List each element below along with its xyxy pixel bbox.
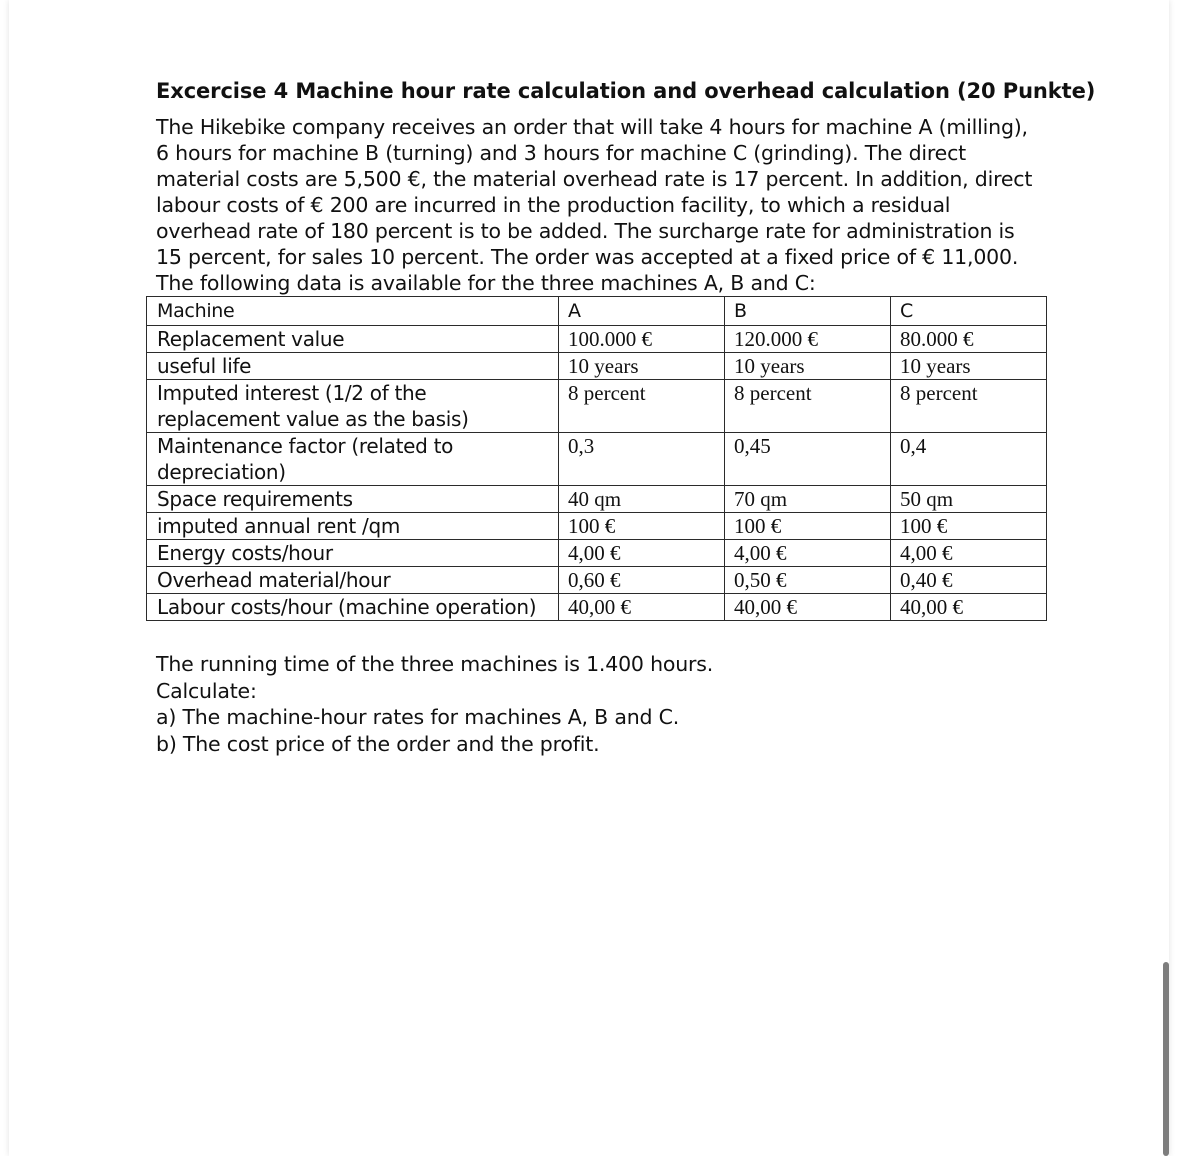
row-label: Space requirements xyxy=(147,486,559,513)
task-section xyxy=(156,651,1046,757)
cell-b: 70 qm xyxy=(725,486,891,513)
cell-c: 0,4 xyxy=(891,433,1047,486)
header-cell-c: C xyxy=(891,297,1047,326)
cell-c: 4,00 € xyxy=(891,540,1047,567)
cell-c: 10 years xyxy=(891,353,1047,380)
table-row xyxy=(147,380,1047,433)
header-label-cell: Machine xyxy=(147,297,559,326)
cell-b: 100 € xyxy=(725,513,891,540)
table-row xyxy=(147,540,1047,567)
cell-c: 8 percent xyxy=(891,380,1047,433)
row-label: useful life xyxy=(147,353,559,380)
cell-a: 100 € xyxy=(559,513,725,540)
cell-b: 8 percent xyxy=(725,380,891,433)
task-b: b) The cost price of the order and the profit. xyxy=(156,731,600,756)
task-a: a) The machine-hour rates for machines A, B and C. xyxy=(156,705,680,729)
cell-b: 120.000 € xyxy=(725,326,891,353)
running-time-text: The running time of the three machines is 1.400 hours. xyxy=(156,652,714,676)
cell-a: 0,60 € xyxy=(559,567,725,594)
cell-a: 40 qm xyxy=(559,486,725,513)
cell-b: 10 years xyxy=(725,353,891,380)
table-row xyxy=(147,486,1047,513)
header-cell-a: A xyxy=(559,297,725,326)
row-label: Imputed interest (1/2 of the replacement value as the basis) xyxy=(147,380,559,433)
calculate-label: Calculate: xyxy=(156,678,257,703)
exercise-title: Excercise 4 Machine hour rate calculation and overhead calculation (20 Punkte) xyxy=(156,79,1096,103)
cell-c: 0,40 € xyxy=(891,567,1047,594)
cell-c: 80.000 € xyxy=(891,326,1047,353)
cell-a: 8 percent xyxy=(559,380,725,433)
table-row xyxy=(147,567,1047,594)
table-row xyxy=(147,594,1047,621)
row-label: Energy costs/hour xyxy=(147,540,559,567)
cell-b: 4,00 € xyxy=(725,540,891,567)
header-cell-b: B xyxy=(725,297,891,326)
cell-a: 0,3 xyxy=(559,433,725,486)
table-row xyxy=(147,353,1047,380)
exercise-content xyxy=(146,76,1096,757)
cell-b: 40,00 € xyxy=(725,594,891,621)
cell-a: 100.000 € xyxy=(559,326,725,353)
row-label: Maintenance factor (related to depreciation) xyxy=(147,433,559,486)
row-label: Replacement value xyxy=(147,326,559,353)
cell-c: 50 qm xyxy=(891,486,1047,513)
row-label: Overhead material/hour xyxy=(147,567,559,594)
cell-a: 10 years xyxy=(559,353,725,380)
cell-b: 0,45 xyxy=(725,433,891,486)
cell-c: 40,00 € xyxy=(891,594,1047,621)
table-row xyxy=(147,513,1047,540)
row-label: imputed annual rent /qm xyxy=(147,513,559,540)
machine-data-table xyxy=(146,296,1047,621)
document-page xyxy=(9,0,1169,1156)
table-header-row xyxy=(147,297,1047,326)
cell-c: 100 € xyxy=(891,513,1047,540)
cell-a: 40,00 € xyxy=(559,594,725,621)
row-label: Labour costs/hour (machine operation) xyxy=(147,594,559,621)
vertical-scrollbar-thumb[interactable] xyxy=(1163,962,1169,1156)
exercise-intro: The Hikebike company receives an order that will take 4 hours for machine A (milling), 6 hours for machine B (turning) and 3 hours for machine C (grinding). The direct material costs are 5,500 €, the material overhead rate is 17 percent. In addition, direct labour costs of € 200 are incurred in the production facility, to which a residual overhead rate of 180 percent is to be added. The surcharge rate for administration is 15 percent, for sales 10 percent. The order was accepted at a fixed price of € 11,000. The following data is available for the three machines A, B and C: xyxy=(156,115,1033,295)
table-row xyxy=(147,326,1047,353)
cell-b: 0,50 € xyxy=(725,567,891,594)
table-row xyxy=(147,433,1047,486)
cell-a: 4,00 € xyxy=(559,540,725,567)
